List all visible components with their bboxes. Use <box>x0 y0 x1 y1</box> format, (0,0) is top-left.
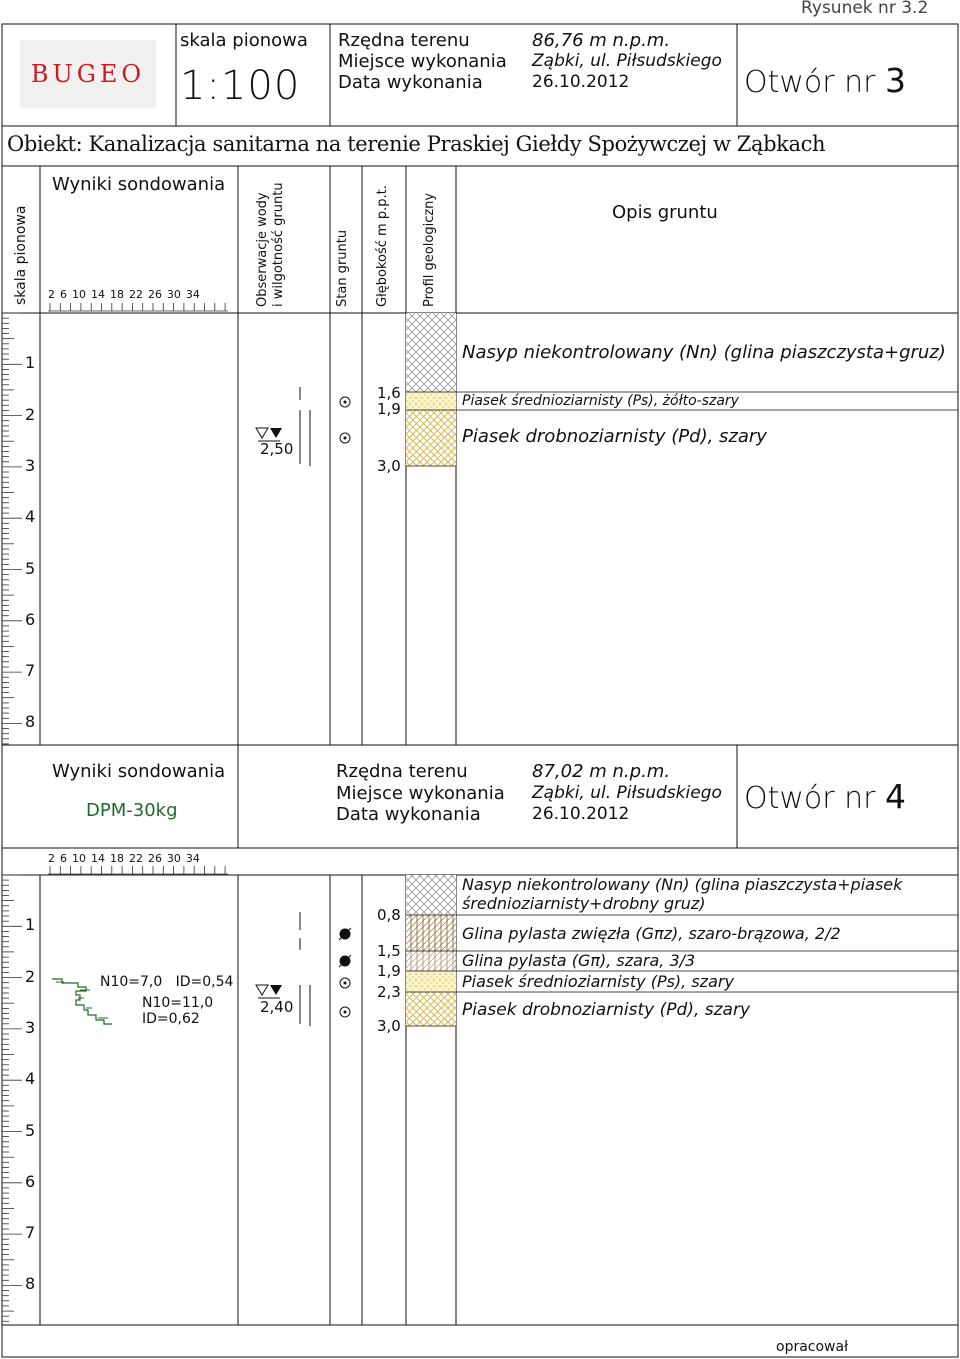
place-value: Ząbki, ul. Piłsudskiego <box>532 51 722 71</box>
header-water-1: Obserwacje wody <box>255 192 270 307</box>
elevation-value: 87,02 m n.p.m. <box>532 761 671 782</box>
date-value: 26.10.2012 <box>532 804 630 824</box>
depth-ruler-upper <box>2 313 22 744</box>
fine-sand-layer <box>406 992 456 1026</box>
clay-layer-2 <box>406 951 456 971</box>
water-level-value: 2,40 <box>260 998 294 1016</box>
water-level-icon <box>256 428 268 438</box>
object-title: Obiekt: Kanalizacja sanitarna na terenie Praskiej Giełdy Spożywczej w Ząbkach <box>7 132 826 156</box>
depth-value: 1,5 <box>377 942 401 960</box>
probing-ticks: 2 6 10 14 18 22 26 30 34 <box>48 288 200 301</box>
date-label: Data wykonania <box>338 72 483 93</box>
probing-scale-ticks <box>48 303 228 311</box>
layer-description: Nasyp niekontrolowany (Nn) (glina piaszczysta+piasek <box>462 875 903 894</box>
depth-mark: 7 <box>25 1223 36 1243</box>
bore-title <box>744 61 907 100</box>
date-label: Data wykonania <box>336 804 481 825</box>
depth-mark: 1 <box>25 353 36 373</box>
header-profile: Profil geologiczny <box>422 192 437 307</box>
depth-mark: 1 <box>25 915 36 935</box>
bugeo-logo: BUGEO <box>20 40 156 108</box>
header-probing: Wyniki sondowania <box>52 174 226 195</box>
bore-title-text: Otwór nr <box>744 781 886 816</box>
water-level-icon <box>256 985 268 995</box>
depth-value: 3,0 <box>377 1017 401 1035</box>
probe-note: N10=7,0 ID=0,54 <box>100 974 234 990</box>
depth-mark: 3 <box>25 455 36 475</box>
depth-ruler-lower <box>2 875 22 1321</box>
probing-scale-ticks-lower <box>48 866 228 874</box>
medium-sand-layer <box>406 971 456 992</box>
moist-state-icon <box>340 978 350 1017</box>
header-depth: Głębokość m p.p.t. <box>375 185 390 307</box>
depth-value: 1,9 <box>377 962 401 980</box>
depth-mark: 2 <box>25 966 36 986</box>
probe-note: ID=0,62 <box>142 1011 200 1027</box>
depth-mark: 6 <box>25 609 36 629</box>
depth-mark: 2 <box>25 404 36 424</box>
date-value: 26.10.2012 <box>532 72 630 92</box>
layer-description: Piasek średnioziarnisty (Ps), szary <box>462 972 734 991</box>
water-level-value: 2,50 <box>260 440 294 458</box>
header-scale: skala pionowa <box>13 205 29 305</box>
depth-mark: 8 <box>25 712 36 732</box>
layer-description: Piasek drobnoziarnisty (Pd), szary <box>462 1000 751 1020</box>
elevation-value: 86,76 m n.p.m. <box>532 30 671 51</box>
plastic-state-icon <box>339 928 351 967</box>
layer-description: Piasek drobnoziarnisty (Pd), szary <box>462 426 767 447</box>
layer-description: Nasyp niekontrolowany (Nn) (glina piaszczysta+gruz) <box>462 342 946 363</box>
probe-type: DPM-30kg <box>86 800 178 821</box>
depth-value: 1,6 <box>377 384 401 402</box>
bore-title <box>744 777 907 816</box>
scale-value: 1:100 <box>180 63 301 109</box>
depth-mark: 8 <box>25 1274 36 1294</box>
depth-value: 2,3 <box>377 983 401 1001</box>
bore-title-text: Otwór nr <box>744 65 886 100</box>
depth-mark: 5 <box>25 558 36 578</box>
depth-mark: 6 <box>25 1171 36 1191</box>
clay-layer-1 <box>406 915 456 951</box>
elevation-label: Rzędna terenu <box>338 30 470 51</box>
place-value: Ząbki, ul. Piłsudskiego <box>532 783 722 803</box>
depth-mark: 5 <box>25 1120 36 1140</box>
prepared-by-label: opracował <box>776 1339 849 1355</box>
depth-mark: 7 <box>25 661 36 681</box>
probe-note: N10=11,0 <box>142 995 214 1011</box>
medium-sand-layer <box>406 392 456 410</box>
place-label: Miejsce wykonania <box>338 51 507 72</box>
layer-description: Glina pylasta zwięzła (Gπz), szaro-brązowa, 2/2 <box>462 924 841 943</box>
layer-description: Glina pylasta (Gπ), szara, 3/3 <box>462 951 696 970</box>
fill-layer <box>406 875 456 915</box>
bore-number: 4 <box>885 777 907 816</box>
bore-number: 3 <box>885 61 907 100</box>
layer-description: średnioziarnisty+drobny gruz) <box>462 894 706 913</box>
depth-value: 0,8 <box>377 906 401 924</box>
probing-label: Wyniki sondowania <box>52 761 226 782</box>
moist-state-icon <box>340 397 350 443</box>
header-description: Opis gruntu <box>612 202 718 223</box>
depth-value: 1,9 <box>377 400 401 418</box>
probing-ticks: 2 6 10 14 18 22 26 30 34 <box>48 852 200 865</box>
depth-mark: 4 <box>25 507 36 527</box>
figure-label: Rysunek nr 3.2 <box>801 0 929 18</box>
header-soil-state: Stan gruntu <box>335 229 350 307</box>
place-label: Miejsce wykonania <box>336 783 505 804</box>
depth-mark: 4 <box>25 1069 36 1089</box>
depth-mark: 3 <box>25 1017 36 1037</box>
scale-label: skala pionowa <box>180 30 308 51</box>
depth-value: 3,0 <box>377 457 401 475</box>
header-water-2: i wilgotność gruntu <box>271 182 286 307</box>
elevation-label: Rzędna terenu <box>336 761 468 782</box>
fine-sand-layer <box>406 410 456 466</box>
frame-lines <box>2 24 958 1357</box>
fill-layer <box>406 313 456 392</box>
layer-description: Piasek średnioziarnisty (Ps), żółto-szary <box>462 393 739 409</box>
